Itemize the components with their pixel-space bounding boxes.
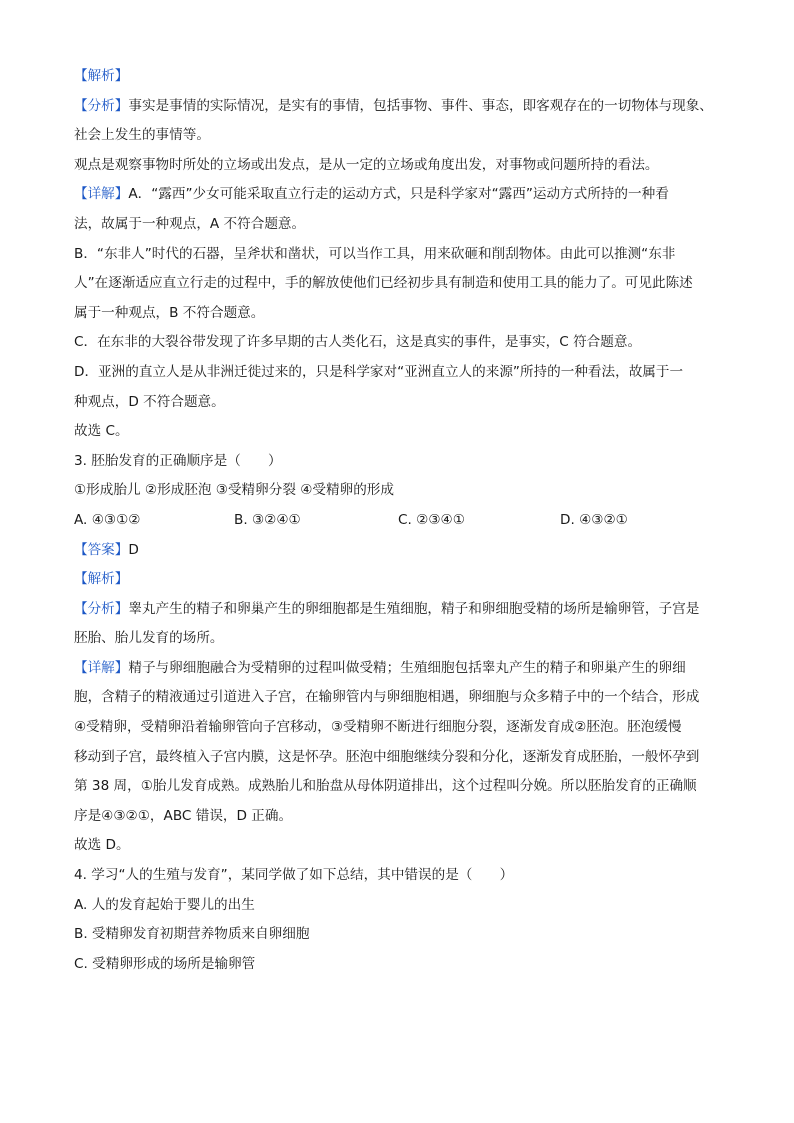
viewpoint-definition: 观点是观察事物时所处的立场或出发点，是从一定的立场或角度出发，对事物或问题所持的看法。 xyxy=(74,156,659,173)
question-3-options xyxy=(74,506,754,536)
conclusion-1: 故选 C。 xyxy=(74,423,129,440)
question-4-stem: 4. 学习“人的生殖与发育”，某同学做了如下总结，其中错误的是（ ） xyxy=(74,867,514,884)
option-c: C. ②③④① xyxy=(398,511,465,528)
question-3-stem: 3. 胚胎发育的正确顺序是（ ） xyxy=(74,452,282,469)
detail-option-b-line-2: 人”在逐渐适应直立行走的过程中，手的解放使他们已经初步具有制造和使用工具的能力了。可见此陈述 xyxy=(74,275,693,292)
question-3-detail-line-4: 移动到子宫，最终植入子宫内膜，这是怀孕。胚泡中细胞继续分裂和分化，逐渐发育成胚胎，一般怀孕到 xyxy=(74,748,700,765)
option-b: B. ③②④① xyxy=(234,511,301,528)
detail-option-a-line-1: 【详解】A．“露西”少女可能采取直立行走的运动方式，只是科学家对“露西”运动方式所持的一种看 xyxy=(74,186,669,203)
question-3-conclusion: 故选 D。 xyxy=(74,837,130,854)
detail-option-b-line-1: B．“东非人”时代的石器，呈斧状和凿状，可以当作工具，用来砍砸和削刮物体。由此可以推测“东非 xyxy=(74,245,676,262)
question-3-answer: 【答案】D xyxy=(74,541,139,558)
question-3-items: ①形成胎儿 ②形成胚泡 ③受精卵分裂 ④受精卵的形成 xyxy=(74,482,394,499)
question-3-detail-line-6: 序是④③②①，ABC 错误，D 正确。 xyxy=(74,807,293,824)
question-4-option-a: A. 人的发育起始于婴儿的出生 xyxy=(74,896,255,913)
jiexi-heading: 【解析】 xyxy=(74,68,129,84)
option-d: D. ④③②① xyxy=(560,511,628,528)
detail-option-d-line-2: 种观点，D 不符合题意。 xyxy=(74,393,225,410)
question-3-detail-line-1: 【详解】精子与卵细胞融合为受精卵的过程叫做受精；生殖细胞包括睾丸产生的精子和卵巢产生的卵细 xyxy=(74,659,686,676)
question-3-detail-line-3: ④受精卵，受精卵沿着输卵管向子宫移动，③受精卵不断进行细胞分裂，逐渐发育成②胚泡。胚泡缓慢 xyxy=(74,719,682,736)
detail-option-a-line-2: 法，故属于一种观点，A 不符合题意。 xyxy=(74,215,306,232)
detail-option-c-line-1: C．在东非的大裂谷带发现了许多早期的古人类化石，这是真实的事件，是事实，C 符合题意。 xyxy=(74,334,642,351)
analysis-line-1: 【分析】事实是事情的实际情况，是实有的事情，包括事物、事件、事态，即客观存在的一切物体与现象、 xyxy=(74,97,713,114)
detail-option-b-line-3: 属于一种观点，B 不符合题意。 xyxy=(74,304,265,321)
question-3-detail-line-5: 第 38 周，①胎儿发育成熟。成熟胎儿和胎盘从母体阴道排出，这个过程叫分娩。所以胚胎发育的正确顺 xyxy=(74,778,697,795)
question-3-detail-line-2: 胞，含精子的精液通过引道进入子宫，在输卵管内与卵细胞相遇，卵细胞与众多精子中的一个结合，形成 xyxy=(74,689,700,706)
question-4-option-b: B. 受精卵发育初期营养物质来自卵细胞 xyxy=(74,926,310,943)
analysis-line-2: 社会上发生的事情等。 xyxy=(74,127,210,144)
question-3-jiexi-heading: 【解析】 xyxy=(74,571,129,588)
detail-option-d-line-1: D．亚洲的直立人是从非洲迁徙过来的，只是科学家对“亚洲直立人的来源”所持的一种看法，故属于一 xyxy=(74,363,684,380)
option-a: A. ④③①② xyxy=(74,511,141,528)
question-3-analysis-line-1: 【分析】睾丸产生的精子和卵巢产生的卵细胞都是生殖细胞，精子和卵细胞受精的场所是输卵管，子宫是 xyxy=(74,600,700,617)
question-3-analysis-line-2: 胚胎、胎儿发育的场所。 xyxy=(74,630,224,647)
question-4-option-c: C. 受精卵形成的场所是输卵管 xyxy=(74,955,256,972)
